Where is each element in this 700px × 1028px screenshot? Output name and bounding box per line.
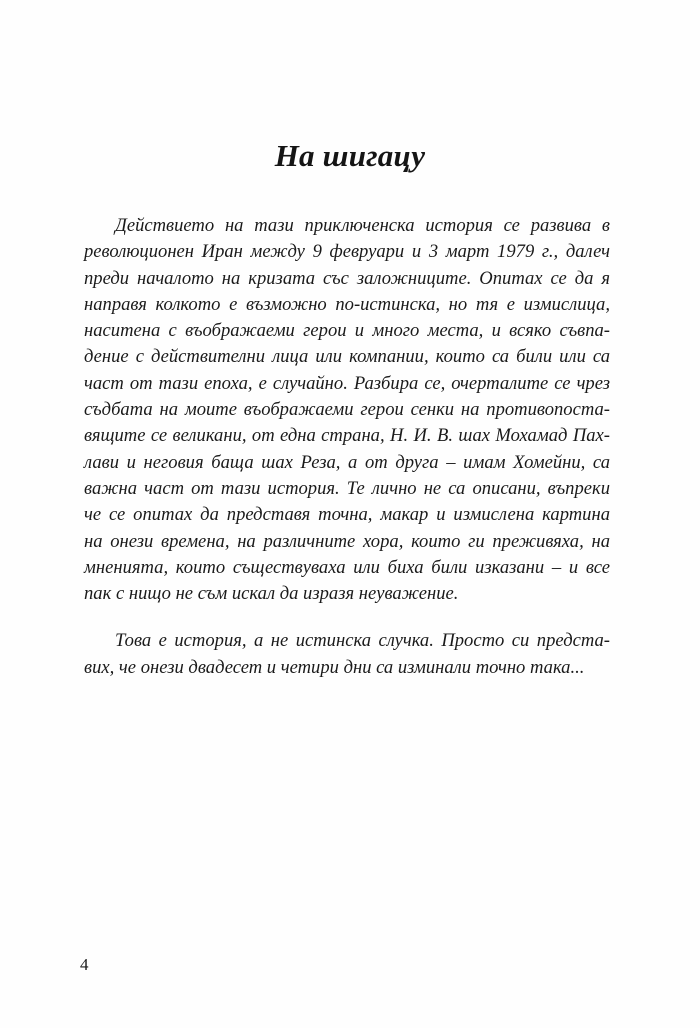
text-line: вящите се великани, от една страна, Н. И. В. шах Мохамад Пах-: [84, 425, 610, 447]
text-line: съдбата на моите въображаеми герои сенки на противопоста-: [84, 399, 610, 421]
paragraph-2: [84, 628, 610, 681]
text-line: част от тази епоха, е случайно. Разбира се, очерталите се чрез: [84, 372, 610, 394]
text-line: преди началото на кризата със заложниците. Опитах се да я: [84, 267, 610, 289]
text-line: че се опитах да представя точна, макар и измислена картина: [84, 504, 610, 526]
text-line: вих, че онези двадесет и четири дни са изминали точно така...: [84, 656, 585, 678]
text-line: на онези времена, на различните хора, които ги преживяха, на: [84, 530, 610, 552]
text-line: наситена с въображаеми герои и много места, и всяко съвпа-: [84, 320, 610, 342]
page-number: 4: [80, 955, 89, 974]
text-line: мненията, които съществуваха или биха били изказани – и все: [84, 556, 610, 578]
paragraph-1: [84, 213, 610, 607]
text-line: направя колкото е възможно по-истинска, но тя е измислица,: [84, 293, 610, 315]
body-text: [84, 213, 610, 702]
text-line: пак с нищо не съм искал да изразя неуважение.: [84, 583, 459, 605]
text-line: важна част от тази история. Те лично не са описани, въпреки: [84, 477, 610, 499]
text-line: дение с действителни лица или компании, които са били или са: [84, 346, 610, 368]
text-line: революционен Иран между 9 февруари и 3 март 1979 г., далеч: [84, 241, 610, 263]
text-line: Това е история, а не истинска случка. Просто си предста-: [115, 630, 610, 652]
text-line: Действието на тази приключенска история се развива в: [115, 215, 610, 236]
chapter-title: На шигацу: [274, 138, 426, 173]
text-line: лави и неговия баща шах Реза, а от друга – имам Хомейни, са: [84, 451, 610, 473]
